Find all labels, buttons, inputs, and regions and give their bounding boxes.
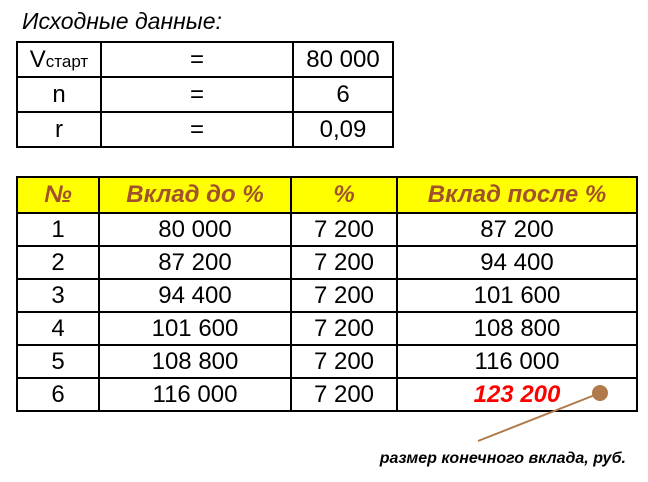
header-deposit-before: Вклад до % [99, 177, 291, 213]
cell-deposit-before: 94 400 [99, 279, 291, 312]
callout-line [478, 393, 600, 441]
cell-final-deposit: 123 200 [397, 378, 637, 411]
cell-deposit-after: 94 400 [397, 246, 637, 279]
cell-deposit-before: 108 800 [99, 345, 291, 378]
cell-number: 5 [17, 345, 99, 378]
cell-number: 6 [17, 378, 99, 411]
cell-deposit-after: 87 200 [397, 213, 637, 246]
cell-deposit-before: 87 200 [99, 246, 291, 279]
header-interest: % [291, 177, 397, 213]
cell-deposit-after: 101 600 [397, 279, 637, 312]
cell-deposit-before: 116 000 [99, 378, 291, 411]
cell-interest: 7 200 [291, 279, 397, 312]
param-value: 0,09 [293, 112, 393, 147]
cell-number: 2 [17, 246, 99, 279]
cell-number: 4 [17, 312, 99, 345]
cell-interest: 7 200 [291, 378, 397, 411]
cell-interest: 7 200 [291, 246, 397, 279]
param-value: 6 [293, 77, 393, 112]
callout-dot [592, 385, 608, 401]
cell-deposit-before: 80 000 [99, 213, 291, 246]
cell-deposit-after: 116 000 [397, 345, 637, 378]
cell-number: 1 [17, 213, 99, 246]
param-op: = [101, 77, 293, 112]
cell-interest: 7 200 [291, 213, 397, 246]
param-name: n [17, 77, 101, 112]
cell-interest: 7 200 [291, 312, 397, 345]
param-name: Vстарт [17, 42, 101, 77]
cell-number: 3 [17, 279, 99, 312]
param-op: = [101, 42, 293, 77]
cell-interest: 7 200 [291, 345, 397, 378]
header-number: № [17, 177, 99, 213]
cell-deposit-before: 101 600 [99, 312, 291, 345]
cell-deposit-after: 108 800 [397, 312, 637, 345]
param-op: = [101, 112, 293, 147]
header-deposit-after: Вклад после % [397, 177, 637, 213]
param-value: 80 000 [293, 42, 393, 77]
param-name: r [17, 112, 101, 147]
final-deposit-caption: размер конечного вклада, руб. [379, 450, 626, 467]
section-title: Исходные данные: [22, 8, 222, 34]
